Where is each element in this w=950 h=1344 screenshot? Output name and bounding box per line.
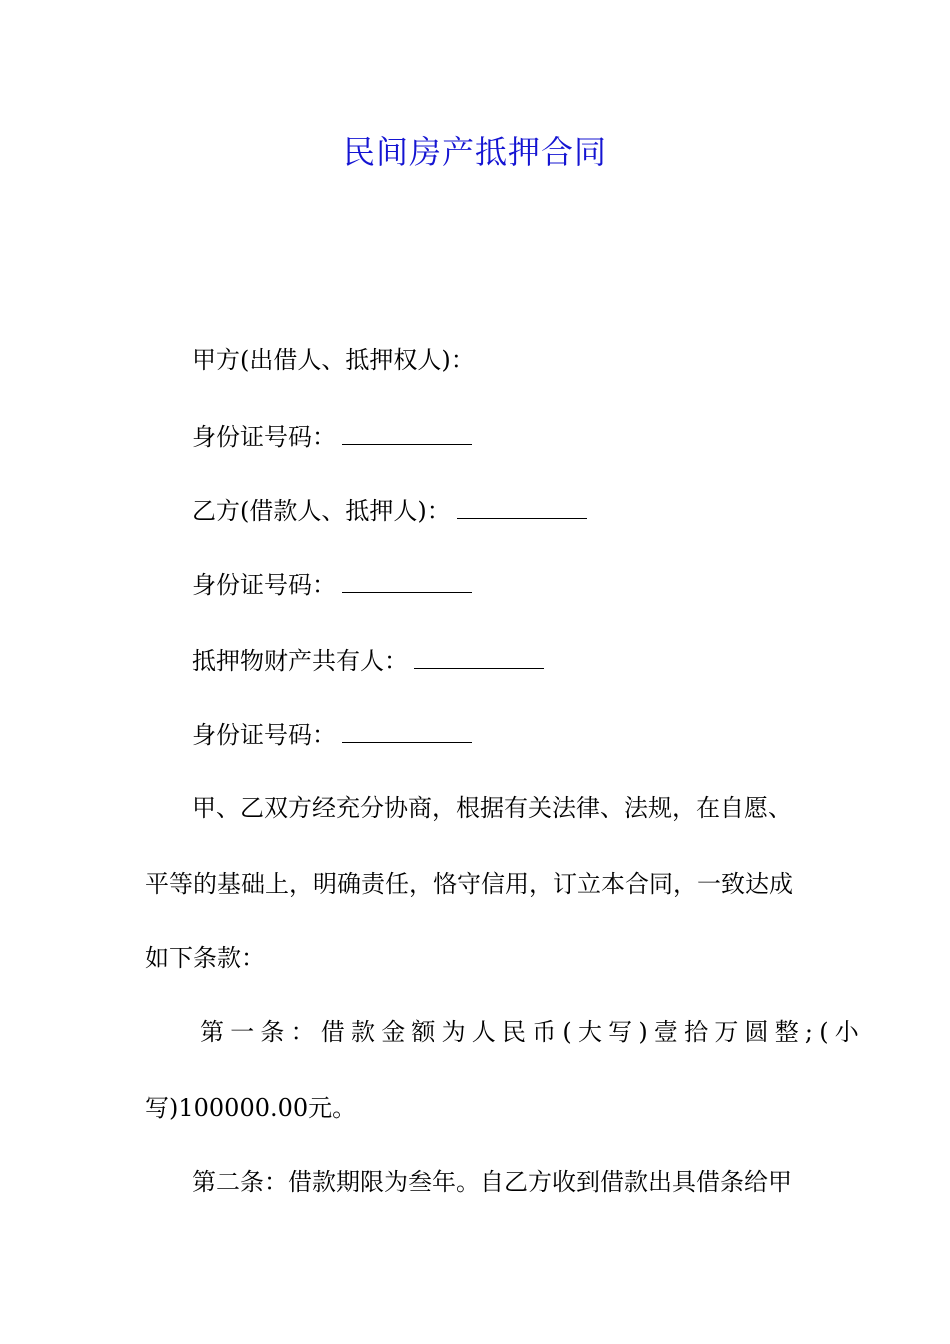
field-lender-id-blank[interactable] (342, 418, 472, 445)
field-borrower-id-label: 身份证号码： (192, 571, 336, 599)
field-borrower-id (192, 566, 472, 603)
article-2-line-1: 第二条：借款期限为叁年。自乙方收到借款出具借条给甲 (192, 1168, 792, 1196)
article-1-line-2: 写)100000.00元。 (145, 1094, 357, 1122)
field-co-owner-id (192, 716, 472, 753)
document-title: 民间房产抵押合同 (342, 133, 607, 171)
field-borrower-blank[interactable] (457, 492, 587, 519)
field-borrower (192, 492, 587, 529)
field-co-owner-id-blank[interactable] (342, 716, 472, 743)
article-1-line-1: 第一条：借款金额为人民币(大写)壹拾万圆整;(小 (200, 1018, 865, 1046)
field-co-owner-id-label: 身份证号码： (192, 721, 336, 749)
preamble-line-2: 平等的基础上，明确责任，恪守信用，订立本合同，一致达成 (145, 870, 793, 898)
field-lender-label: 甲方(出借人、抵押权人)： (192, 346, 475, 374)
field-co-owner-blank[interactable] (414, 642, 544, 669)
field-borrower-id-blank[interactable] (342, 566, 472, 593)
field-co-owner (192, 642, 544, 679)
field-lender (192, 342, 475, 378)
field-borrower-label: 乙方(借款人、抵押人)： (192, 497, 451, 525)
preamble-line-1: 甲、乙双方经充分协商，根据有关法律、法规，在自愿、 (192, 794, 792, 822)
field-lender-id-label: 身份证号码： (192, 423, 336, 451)
field-lender-id (192, 418, 472, 455)
field-co-owner-label: 抵押物财产共有人： (192, 647, 408, 675)
preamble-line-3: 如下条款： (145, 944, 265, 972)
